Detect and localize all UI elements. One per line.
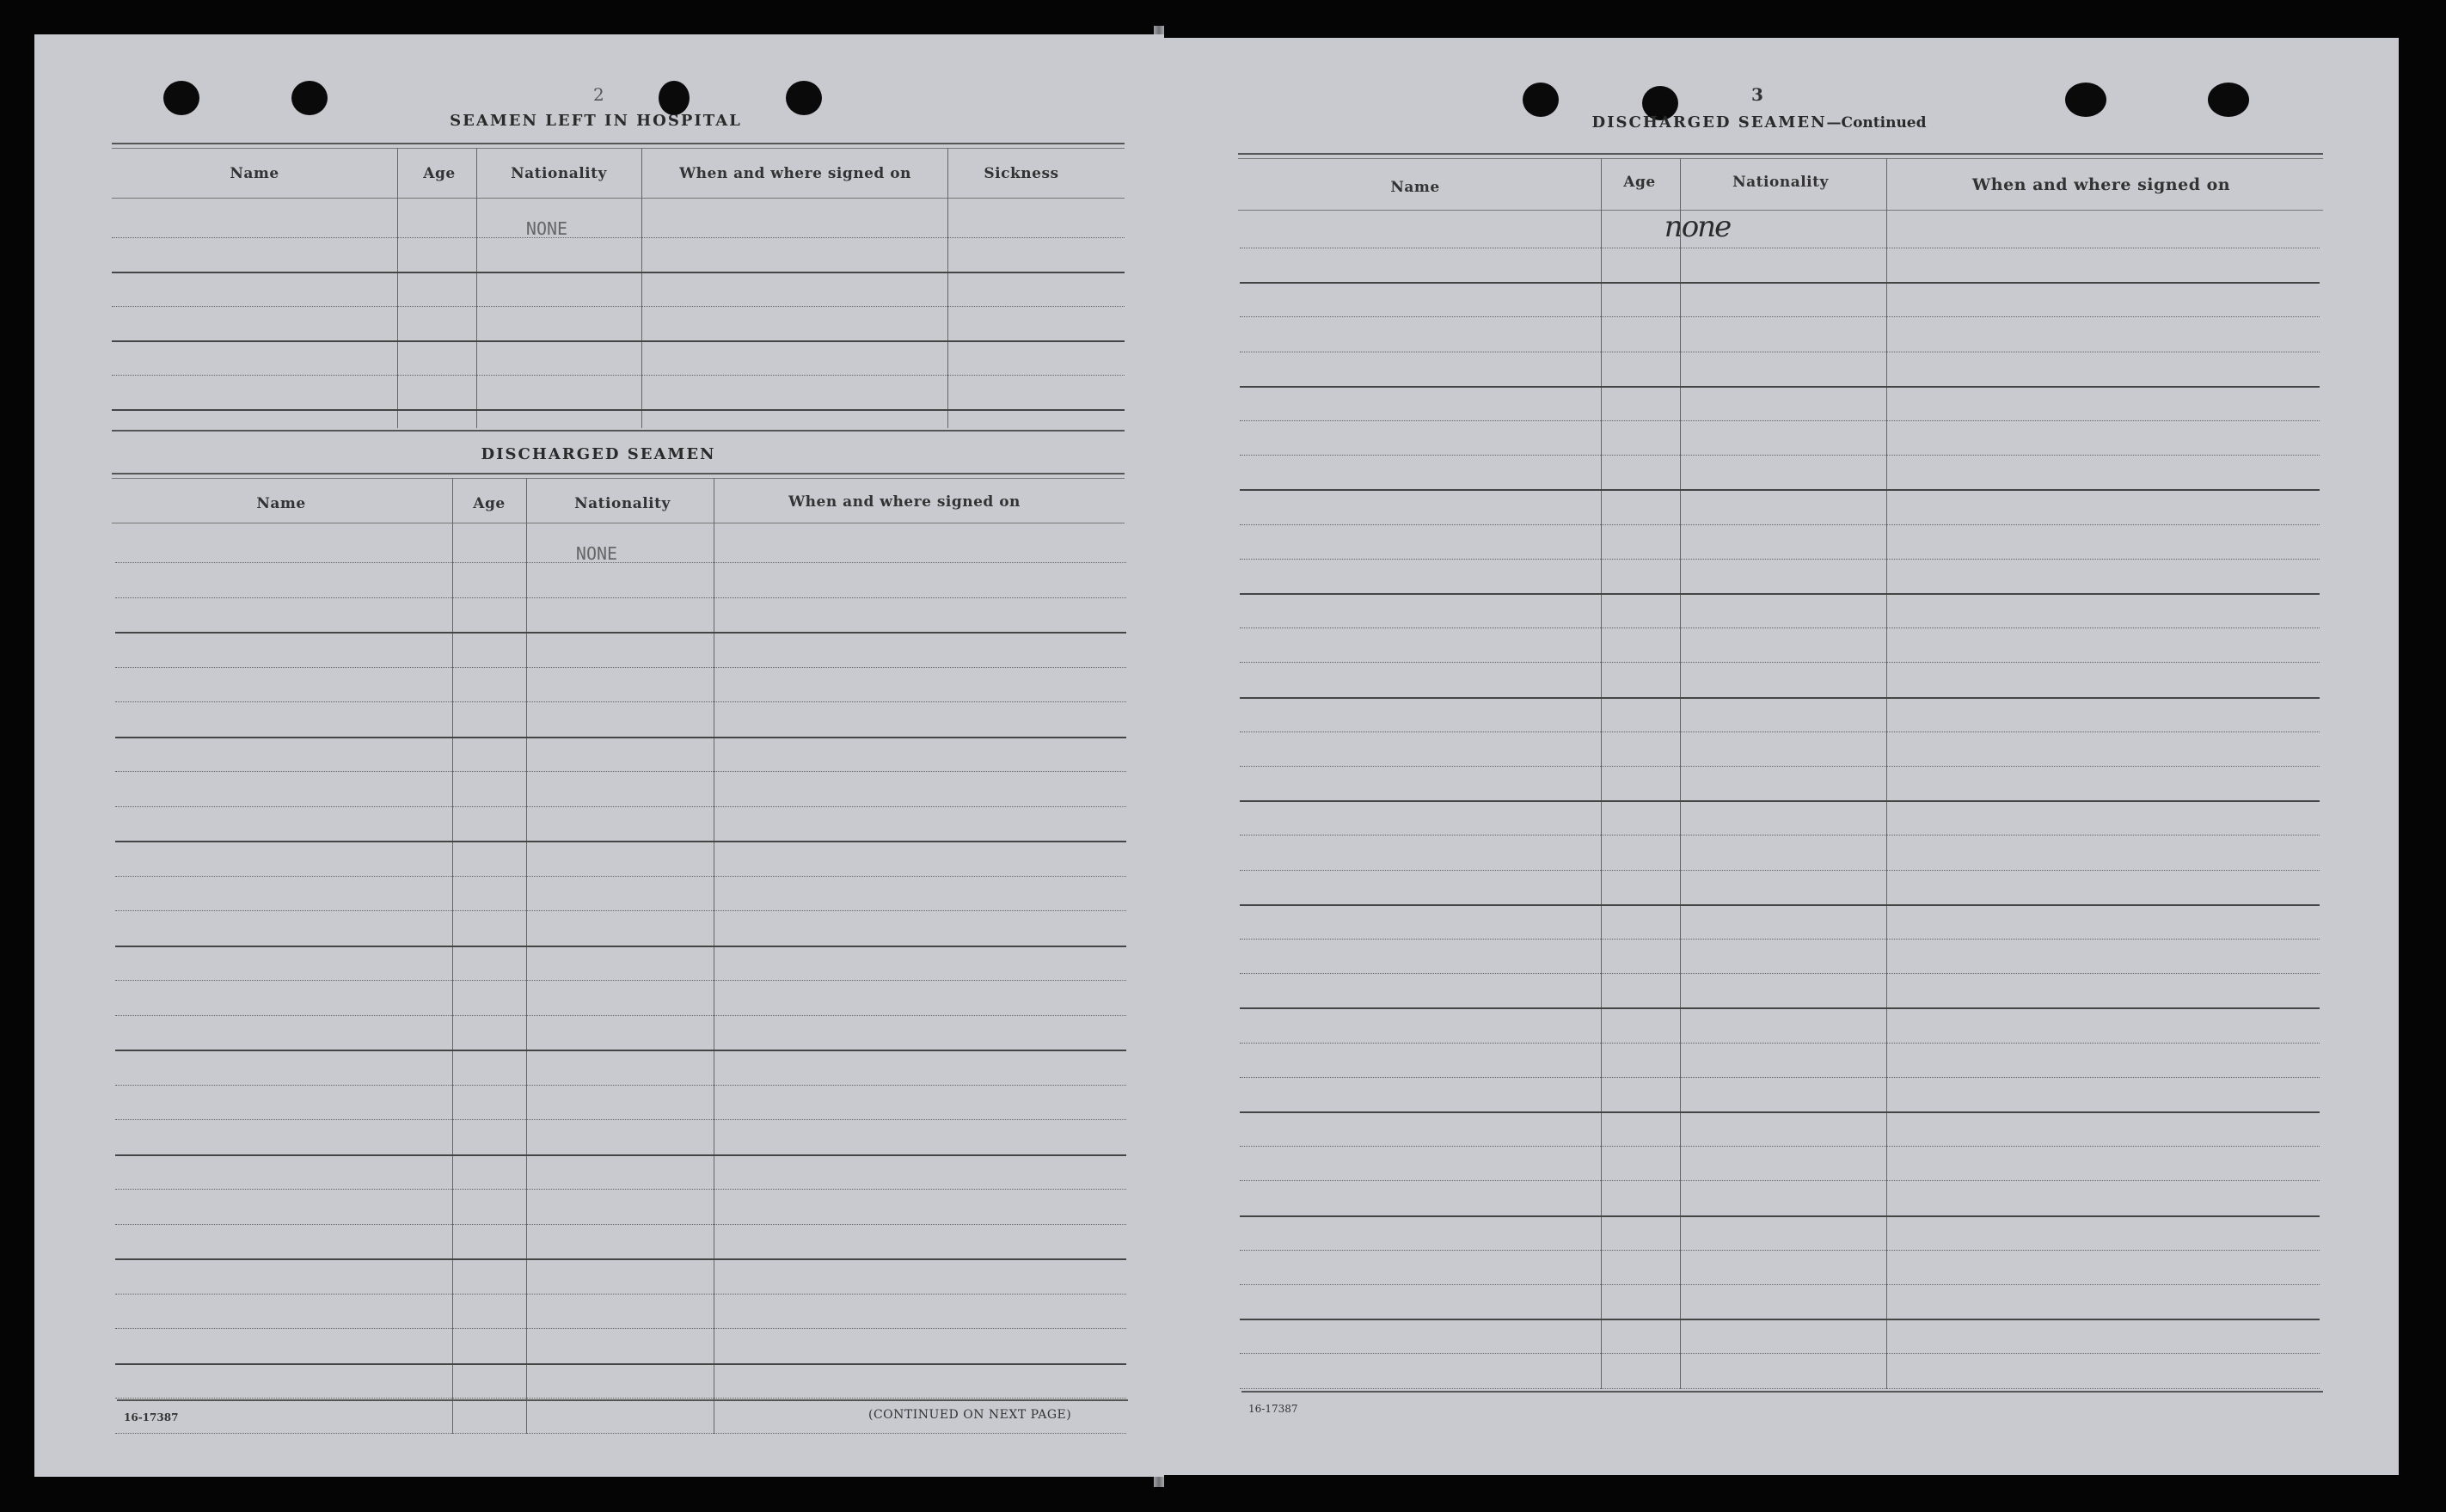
ledger-line [115, 1189, 1126, 1190]
col-when-where: When and where signed on [1971, 175, 2231, 194]
column-divider [526, 478, 527, 1434]
ledger-line [115, 841, 1126, 842]
ledger-line [1240, 1319, 2320, 1320]
ledger-line [115, 1433, 1126, 1434]
ledger-line [1240, 524, 2320, 525]
table-header-rule [1238, 210, 2323, 211]
column-divider [1886, 158, 1887, 1389]
bottom-rule [1241, 1391, 2323, 1393]
ledger-line [115, 632, 1126, 634]
ledger-line [112, 237, 1125, 238]
col-nationality: Nationality [1732, 174, 1829, 191]
column-divider [1601, 158, 1602, 1389]
punch-hole [2208, 83, 2249, 117]
discharged-none-entry: NONE [575, 543, 618, 564]
ledger-line [1240, 904, 2320, 906]
column-divider [1680, 158, 1681, 1389]
ledger-line [1240, 1353, 2320, 1354]
col-nationality: Nationality [511, 165, 607, 182]
ledger-line [115, 876, 1126, 877]
ledger-line [115, 667, 1126, 668]
ledger-line [115, 1050, 1126, 1051]
ledger-line [115, 1015, 1126, 1016]
ledger-line [1240, 593, 2320, 595]
divider [1238, 153, 2323, 155]
page-number: 2 [593, 84, 604, 105]
ledger-line [1240, 662, 2320, 663]
bottom-rule [117, 1399, 1128, 1401]
ledger-line [1240, 1215, 2320, 1217]
ledger-line [1240, 386, 2320, 388]
ledger-line [115, 1085, 1126, 1086]
punch-hole [163, 81, 199, 115]
ledger-line [1240, 489, 2320, 491]
col-nationality: Nationality [574, 495, 671, 512]
divider [112, 478, 1125, 479]
ledger-line [1240, 1077, 2320, 1078]
ledger-line [1240, 1043, 2320, 1044]
ledger-line [1240, 1388, 2320, 1389]
ledger-line [1240, 559, 2320, 560]
ledger-line [115, 737, 1126, 738]
col-when-where: When and where signed on [788, 493, 1021, 511]
col-age: Age [423, 165, 456, 182]
punch-hole [786, 81, 822, 115]
ledger-line [1240, 455, 2320, 456]
ledger-line [115, 1328, 1126, 1329]
ledger-line [1240, 1284, 2320, 1285]
col-age: Age [1623, 174, 1656, 191]
ledger-line [112, 409, 1125, 411]
col-name: Name [230, 165, 279, 182]
col-sickness: Sickness [984, 165, 1059, 182]
column-divider [947, 148, 948, 428]
ledger-line [1240, 800, 2320, 802]
ledger-line [115, 562, 1126, 563]
ledger-line [1240, 1146, 2320, 1147]
ledger-line [115, 1258, 1126, 1260]
form-number: 16-17387 [1248, 1403, 1298, 1415]
ledger-line [112, 306, 1125, 307]
ledger-line [112, 272, 1125, 273]
ledger-line [115, 946, 1126, 947]
ledger-line [112, 375, 1125, 376]
col-name: Name [256, 495, 306, 512]
ledger-line [115, 910, 1126, 911]
ledger-line [115, 806, 1126, 807]
ledger-line [1240, 420, 2320, 421]
ledger-line [1240, 627, 2320, 628]
title-suffix: —Continued [1826, 114, 1927, 132]
ledger-line [1240, 973, 2320, 974]
left-page [34, 34, 1164, 1477]
divider [112, 473, 1125, 474]
discharged-continued-title [1591, 113, 1926, 132]
ledger-line [115, 1363, 1126, 1365]
page-number: 3 [1751, 84, 1763, 105]
title-main: DISCHARGED SEAMEN [1591, 113, 1827, 132]
punch-hole [659, 81, 690, 115]
section-rule [112, 430, 1125, 432]
ledger-line [115, 1398, 1126, 1399]
ledger-line [115, 1154, 1126, 1156]
ledger-line [115, 1224, 1126, 1225]
ledger-line [1240, 316, 2320, 317]
ledger-line [1240, 835, 2320, 836]
ledger-line [115, 771, 1126, 772]
ledger-line [115, 597, 1126, 598]
ledger-line [1240, 282, 2320, 284]
ledger-line [1240, 766, 2320, 767]
ledger-line [1240, 870, 2320, 871]
ledger-line [115, 701, 1126, 702]
table-header-rule [112, 198, 1125, 199]
form-number: 16-17387 [124, 1411, 179, 1423]
punch-hole [291, 81, 328, 115]
ledger-line [115, 1294, 1126, 1295]
continued-footer: (CONTINUED ON NEXT PAGE) [868, 1408, 1072, 1422]
col-age: Age [473, 495, 506, 512]
divider [112, 148, 1125, 149]
ledger-line [1240, 939, 2320, 940]
divider [112, 143, 1125, 144]
column-divider [452, 478, 453, 1434]
ledger-line [1240, 1180, 2320, 1181]
discharged-section-title: DISCHARGED SEAMEN [481, 445, 716, 463]
column-divider [476, 148, 477, 428]
divider [1238, 158, 2323, 159]
right-page [1161, 38, 2399, 1475]
ledger-line [1240, 1250, 2320, 1251]
ledger-line [1240, 1111, 2320, 1113]
ledger-line [115, 980, 1126, 981]
column-divider [397, 148, 398, 428]
hospital-section-title: SEAMEN LEFT IN HOSPITAL [450, 112, 742, 130]
punch-hole [1523, 83, 1559, 117]
col-name: Name [1390, 179, 1440, 196]
ledger-line [115, 1119, 1126, 1120]
ledger-line [112, 340, 1125, 342]
hospital-none-entry: NONE [525, 218, 568, 239]
punch-hole [2065, 83, 2106, 117]
ledger-line [1240, 1007, 2320, 1009]
handwritten-none-entry: none [1664, 210, 1731, 244]
col-when-where: When and where signed on [679, 165, 911, 182]
column-divider [641, 148, 642, 428]
ledger-line [1240, 697, 2320, 699]
